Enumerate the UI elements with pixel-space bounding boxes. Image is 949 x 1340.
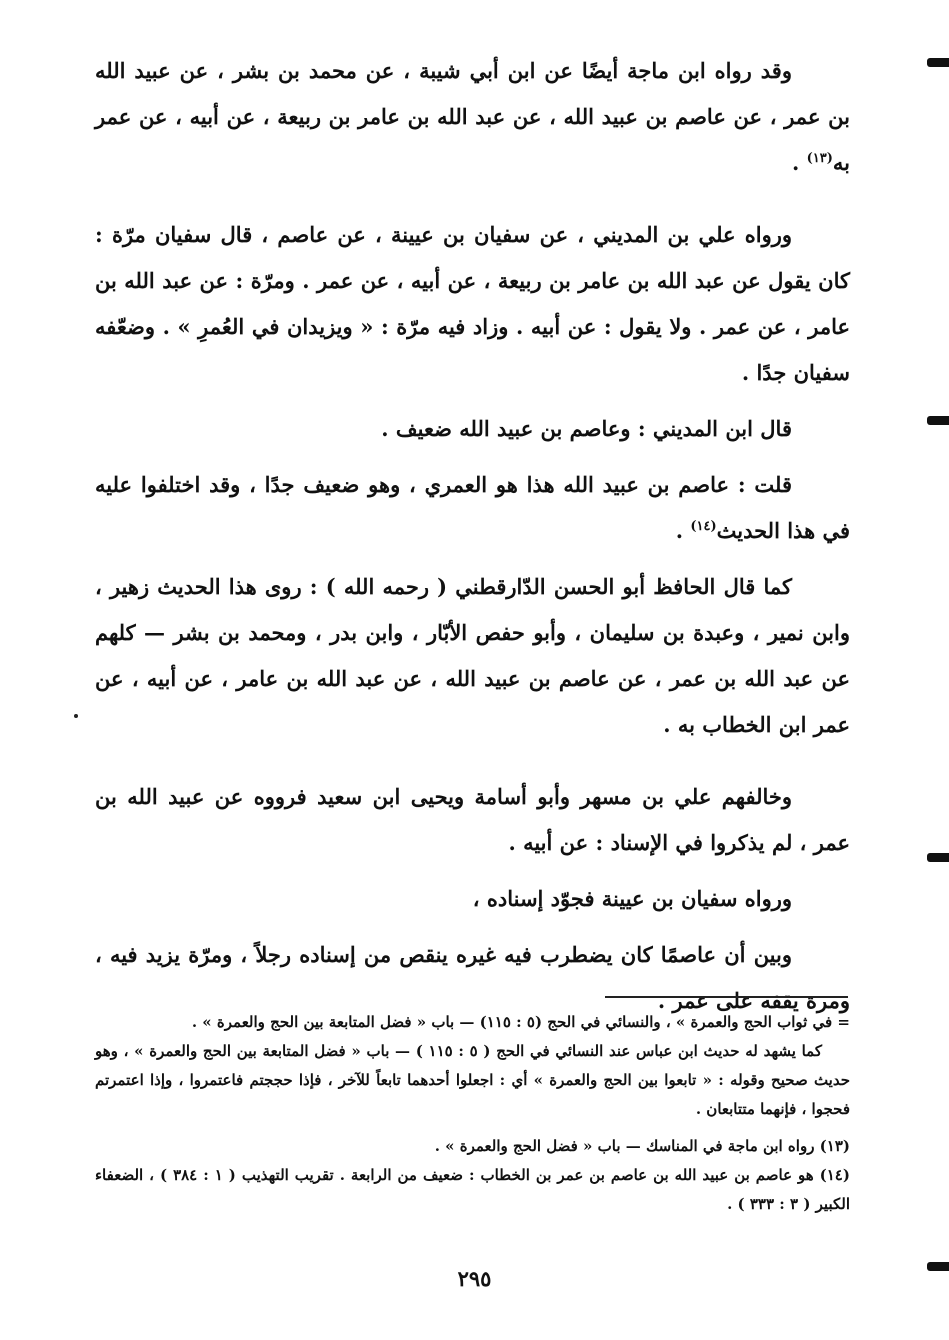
footnote-continuation: = في ثواب الحج والعمرة » ، والنسائي في الحج (٥ : ١١٥) — باب « فضل المتابعة بين الحج والعمرة » . bbox=[191, 1013, 850, 1031]
footnote-ref-13: (١٣) bbox=[806, 151, 833, 166]
footnote-separator bbox=[605, 996, 848, 998]
scan-edge-mark bbox=[927, 1262, 949, 1271]
scan-edge-mark bbox=[927, 416, 949, 425]
paragraph-4 bbox=[95, 462, 850, 554]
scan-edge-mark bbox=[927, 853, 949, 862]
paragraph-3: قال ابن المديني : وعاصم بن عبيد الله ضعيف . bbox=[381, 416, 792, 441]
footnotes bbox=[95, 1008, 850, 1219]
paragraph-2: ورواه علي بن المديني ، عن سفيان بن عيينة ، عن عاصم ، قال سفيان مرّة : كان يقول عن عبد الله بن عامر بن ربيعة ، عن أبيه ، عن عمر . ومرّة : عن عبد الله بن عامر ، عن عمر . ولا يقول : عن أبيه . وزاد فيه مرّة : « ويزيدان في العُمرِ » . وضعّفه سفيان جدًا . bbox=[95, 222, 850, 385]
main-text bbox=[95, 48, 850, 1024]
scan-edge-mark bbox=[927, 58, 949, 67]
paragraph-8: وبين أن عاصمًا كان يضطرب فيه غيره ينقص من إسناده رجلاً ، ومرّة يزيد فيه ، ومرة يقفه على عمر . bbox=[95, 942, 850, 1013]
page-number: ٢٩٥ bbox=[457, 1266, 492, 1291]
paragraph-4-end: . bbox=[675, 518, 691, 543]
footnote-14: (١٤) هو عاصم بن عبيد الله بن عاصم بن عمر بن الخطاب : ضعيف من الرابعة . تقريب التهذيب ( ١ : ٣٨٤ ) ، الضعفاء الكبير ( ٣ : ٣٣٣ ) . bbox=[95, 1166, 850, 1213]
footnote-continuation-2: كما يشهد له حديث ابن عباس عند النسائي في الحج ( ٥ : ١١٥ ) — باب « فضل المتابعة بين الحج والعمرة » ، وهو حديث صحيح وقوله : « تابعوا بين الحج والعمرة » أي : اجعلوا أحدهما تابعاً للآخر ، فإذا حججتم فاعتمروا ، وإذا اعتمرتم فحجوا ، فإنهما متتابعان . bbox=[95, 1042, 850, 1118]
paragraph-1-text: وقد رواه ابن ماجة أيضًا عن ابن أبي شيبة ، عن محمد بن بشر ، عن عبيد الله بن عمر ، عن عاصم بن عبيد الله ، عن عبد الله بن عامر بن ربيعة ، عن أبيه ، عن عمر به bbox=[95, 58, 850, 175]
scan-speck bbox=[74, 714, 78, 718]
paragraph-5: كما قال الحافظ أبو الحسن الدّارقطني ( رحمه الله ) : روى هذا الحديث زهير ، وابن نمير ، وعبدة بن سليمان ، وأبو حفص الأبّار ، وابن بدر ، ومحمد بن بشر — كلهم عن عبد الله بن عمر ، عن عاصم بن عبيد الله ، عن عبد الله بن عامر ، عن أبيه ، عن عمر ابن الخطاب به . bbox=[95, 574, 850, 737]
paragraph-7: ورواه سفيان بن عيينة فجوّد إسناده ، bbox=[472, 886, 792, 911]
footnote-13: (١٣) رواه ابن ماجة في المناسك — باب « فضل الحج والعمرة » . bbox=[434, 1137, 850, 1155]
paragraph-4-text: قلت : عاصم بن عبيد الله هذا هو العمري ، وهو ضعيف جدًا ، وقد اختلفوا عليه في هذا الحديث bbox=[95, 472, 850, 543]
paragraph-1 bbox=[95, 48, 850, 186]
paragraph-1-end: . bbox=[791, 150, 807, 175]
paragraph-6: وخالفهم علي بن مسهر وأبو أسامة ويحيى ابن سعيد فرووه عن عبيد الله بن عمر ، لم يذكروا في الإسناد : عن أبيه . bbox=[95, 784, 850, 855]
footnote-ref-14: (١٤) bbox=[690, 519, 717, 534]
